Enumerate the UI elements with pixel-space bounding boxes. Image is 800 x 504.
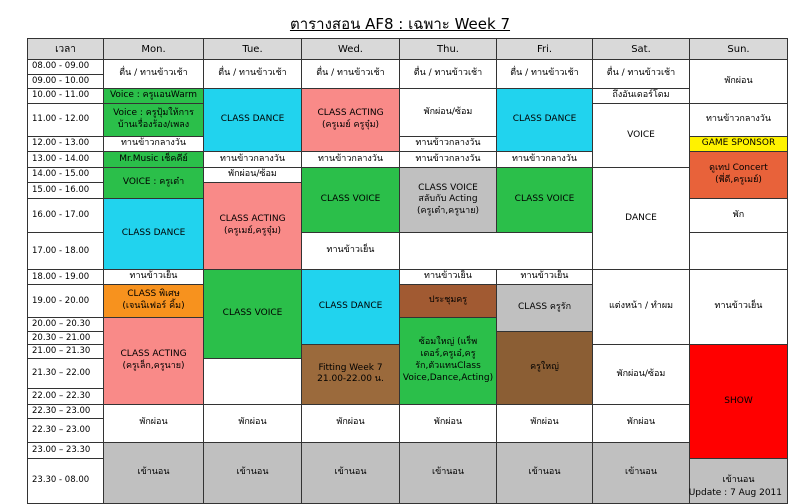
schedule-line: เดอร์,ครูเอ๋,ครู xyxy=(420,349,476,360)
schedule-line: พักผ่อน xyxy=(530,417,559,428)
schedule-line: พักผ่อน xyxy=(238,417,267,428)
schedule-cell xyxy=(400,137,497,152)
schedule-line: (ครูเมย์ ครูจุ๋ม) xyxy=(321,120,380,130)
schedule-line: CLASS VOICE xyxy=(418,182,478,193)
schedule-cell xyxy=(400,168,497,233)
schedule-cell xyxy=(497,285,593,332)
schedule-cell xyxy=(497,332,593,404)
schedule-cell xyxy=(302,168,400,233)
schedule-line: ตื่น / ทานข้าวเช้า xyxy=(510,68,579,79)
schedule-cell xyxy=(400,404,497,442)
schedule-line: เข้านอน xyxy=(625,467,657,478)
schedule-line: เข้านอน xyxy=(236,467,269,478)
schedule-cell xyxy=(690,137,788,152)
schedule-cell xyxy=(690,152,788,199)
schedule-cell xyxy=(302,89,400,152)
schedule-cell xyxy=(204,442,302,503)
schedule-line: ดูเทป Concert xyxy=(709,163,768,174)
header-row xyxy=(28,39,788,60)
schedule-cell xyxy=(690,60,788,104)
time-cell: 09.00 - 10.00 xyxy=(28,75,104,89)
schedule-line: CLASS พิเศษ xyxy=(127,289,180,300)
schedule-cell xyxy=(204,270,302,359)
schedule-cell xyxy=(400,270,497,285)
schedule-line: CLASS ACTING xyxy=(219,214,286,225)
schedule-line: พักผ่อน/ซ้อม xyxy=(228,169,277,180)
schedule-cell xyxy=(690,270,788,345)
schedule-line: เข้านอน xyxy=(137,467,170,478)
schedule-line: ทานข้าวกลางวัน xyxy=(317,153,384,164)
schedule-cell xyxy=(400,318,497,404)
schedule-line: แต่งหน้า / ทำผม xyxy=(608,301,674,312)
table-row xyxy=(28,168,788,183)
schedule-line: ทานข้าวกลางวัน xyxy=(705,114,772,125)
schedule-cell xyxy=(302,152,400,168)
time-cell: 21.00 – 21.30 xyxy=(28,345,104,359)
schedule-cell xyxy=(497,60,593,89)
schedule-line: ครูใหญ่ xyxy=(530,362,559,372)
schedule-line: (ครูเล็ก,ครูนาย) xyxy=(122,360,185,371)
table-row xyxy=(28,404,788,418)
schedule-cell xyxy=(302,442,400,503)
schedule-line: (พี่ดี,ครูเมย์) xyxy=(715,175,762,185)
header-day: Thu. xyxy=(400,39,497,60)
schedule-cell xyxy=(104,199,204,270)
time-cell: 18.00 - 19.00 xyxy=(28,270,104,285)
schedule-cell xyxy=(104,404,204,442)
schedule-cell xyxy=(104,152,204,168)
schedule-line: พักผ่อน xyxy=(336,417,365,428)
schedule-line: ทานข้าวเย็น xyxy=(714,301,763,312)
time-cell: 13.00 - 14.00 xyxy=(28,152,104,168)
table-row xyxy=(28,270,788,285)
time-cell: 21.30 – 22.00 xyxy=(28,359,104,389)
schedule-line: ทานข้าวกลางวัน xyxy=(415,153,481,164)
time-cell: 23.30 - 08.00 xyxy=(28,458,104,503)
schedule-cell xyxy=(497,442,593,503)
schedule-cell xyxy=(104,168,204,199)
schedule-line: พักผ่อน/ซ้อม xyxy=(423,106,473,117)
schedule-line: (ครูเต๋า,ครูนาย) xyxy=(416,206,480,217)
schedule-line: ตื่น / ทานข้าวเช้า xyxy=(413,68,483,79)
time-cell: 19.00 - 20.00 xyxy=(28,285,104,318)
schedule-line: ประชุมครู xyxy=(428,295,468,306)
timetable xyxy=(27,38,788,504)
schedule-cell xyxy=(302,60,400,89)
schedule-line: CLASS ACTING xyxy=(317,108,384,119)
schedule-line: ทานข้าวกลางวัน xyxy=(219,153,286,164)
schedule-cell xyxy=(690,199,788,233)
schedule-cell xyxy=(204,404,302,442)
table-row xyxy=(28,60,788,75)
schedule-line: Voice : ครูแอนWarm xyxy=(109,90,198,101)
schedule-line: DANCE xyxy=(625,212,657,223)
schedule-cell xyxy=(302,404,400,442)
update-note: Update : 7 Aug 2011 xyxy=(688,488,782,498)
schedule-cell xyxy=(104,285,204,318)
time-cell: 22.30 – 23.00 xyxy=(28,404,104,418)
schedule-cell xyxy=(204,168,302,183)
header-day: Sun. xyxy=(690,39,788,60)
time-cell: 22.00 – 22.30 xyxy=(28,389,104,404)
schedule-cell xyxy=(104,137,204,152)
header-time: เวลา xyxy=(28,39,104,60)
time-cell: 23.00 – 23.30 xyxy=(28,442,104,458)
schedule-line: VOICE : ครูเต๋า xyxy=(122,177,185,188)
schedule-cell xyxy=(104,104,204,137)
schedule-line: ทานข้าวเย็น xyxy=(326,245,375,256)
schedule-cell xyxy=(400,60,497,89)
header-day: Sat. xyxy=(593,39,690,60)
schedule-cell xyxy=(204,152,302,168)
schedule-cell xyxy=(104,60,204,89)
schedule-line: ถึงอันเดอร์โดม xyxy=(612,90,670,101)
time-cell: 17.00 - 18.00 xyxy=(28,233,104,270)
time-cell: 20.30 – 21.00 xyxy=(28,332,104,345)
schedule-line: สลับกับ Acting xyxy=(418,194,478,205)
time-cell: 16.00 - 17.00 xyxy=(28,199,104,233)
schedule-line: CLASS DANCE xyxy=(318,301,383,312)
schedule-cell xyxy=(593,89,690,104)
schedule-cell xyxy=(593,404,690,442)
schedule-cell xyxy=(690,345,788,459)
schedule-cell xyxy=(400,89,497,137)
schedule-cell xyxy=(204,60,302,89)
schedule-cell xyxy=(400,442,497,503)
schedule-line: CLASS VOICE xyxy=(222,308,283,319)
schedule-line: เข้านอน xyxy=(432,467,464,478)
schedule-cell xyxy=(593,168,690,270)
schedule-cell xyxy=(593,270,690,345)
schedule-line: CLASS DANCE xyxy=(512,114,577,125)
time-cell: 14.00 - 15.00 xyxy=(28,168,104,183)
schedule-cell xyxy=(400,285,497,318)
schedule-line: SHOW xyxy=(724,395,753,406)
schedule-cell xyxy=(593,104,690,168)
schedule-cell xyxy=(104,270,204,285)
schedule-line: CLASS ACTING xyxy=(120,349,187,360)
schedule-line: ตื่น / ทานข้าวเช้า xyxy=(119,68,188,79)
schedule-line: ทานข้าวกลางวัน xyxy=(511,153,578,164)
schedule-cell xyxy=(497,404,593,442)
header-day: Tue. xyxy=(204,39,302,60)
schedule-cell xyxy=(104,318,204,404)
schedule-cell xyxy=(302,345,400,404)
schedule-line: ทานข้าวเย็น xyxy=(424,271,472,282)
schedule-cell xyxy=(204,89,302,152)
schedule-line: ตื่น / ทานข้าวเช้า xyxy=(606,68,676,79)
time-cell: 20.00 – 20.30 xyxy=(28,318,104,332)
schedule-line: บ้านเรื่องร้อง/เพลง xyxy=(117,120,190,130)
schedule-cell xyxy=(497,152,593,168)
schedule-cell xyxy=(204,183,302,270)
header-day: Wed. xyxy=(302,39,400,60)
schedule-line: Voice : ครูปุ้มให้การ xyxy=(113,108,194,119)
schedule-line: CLASS VOICE xyxy=(320,194,381,205)
schedule-line: ทานข้าวกลางวัน xyxy=(120,138,187,149)
page-title: ตารางสอน AF8 : เฉพาะ Week 7 xyxy=(289,15,511,33)
schedule-line: (ครูเมย์,ครูจุ๋ม) xyxy=(223,226,282,237)
schedule-line: ทานข้าวกลางวัน xyxy=(415,138,481,149)
time-cell: 15.00 - 16.00 xyxy=(28,183,104,199)
schedule-line: พักผ่อน xyxy=(433,417,463,428)
schedule-line: CLASS DANCE xyxy=(121,228,186,239)
schedule-cell xyxy=(302,270,400,345)
schedule-cell xyxy=(497,168,593,233)
schedule-line: พัก xyxy=(732,209,745,220)
schedule-line: GAME SPONSOR xyxy=(701,138,776,149)
schedule-cell xyxy=(302,233,400,270)
schedule-line: ทานข้าวเย็น xyxy=(520,271,569,282)
schedule-line: เข้านอน xyxy=(528,467,561,478)
schedule-line: รัก,ตัวแทนClass xyxy=(415,360,481,371)
schedule-cell xyxy=(593,442,690,503)
schedule-line: พักผ่อน xyxy=(139,417,168,428)
schedule-line: CLASS DANCE xyxy=(220,114,285,125)
schedule-line: ซ้อมใหญ่ (แร็พ xyxy=(418,337,478,348)
time-cell: 08.00 - 09.00 xyxy=(28,60,104,75)
time-cell: 11.00 - 12.00 xyxy=(28,104,104,137)
schedule-line: พักผ่อน xyxy=(724,75,753,86)
schedule-line: Mr.Music เช็คคีย์ xyxy=(119,153,188,164)
schedule-cell xyxy=(104,442,204,503)
schedule-line: CLASS VOICE xyxy=(514,194,575,205)
schedule-cell xyxy=(593,345,690,404)
time-cell: 22.30 – 23.00 xyxy=(28,418,104,442)
schedule-line: Fitting Week 7 xyxy=(318,362,383,373)
schedule-line: (เจนนิเฟอร์ คิ้ม) xyxy=(122,301,185,312)
table-row xyxy=(28,442,788,458)
schedule-line: VOICE xyxy=(627,129,655,140)
schedule-line: เข้านอน xyxy=(722,475,755,486)
schedule-cell xyxy=(690,104,788,137)
header-day: Mon. xyxy=(104,39,204,60)
time-cell: 12.00 - 13.00 xyxy=(28,137,104,152)
schedule-cell xyxy=(497,270,593,285)
table-row xyxy=(28,89,788,104)
header-day: Fri. xyxy=(497,39,593,60)
schedule-line: พักผ่อน xyxy=(626,417,656,428)
schedule-line: พักผ่อน/ซ้อม xyxy=(616,368,666,379)
schedule-cell xyxy=(400,152,497,168)
schedule-cell xyxy=(497,89,593,152)
schedule-line: CLASS ครูรัก xyxy=(517,302,572,313)
schedule-cell xyxy=(593,60,690,89)
schedule-line: Voice,Dance,Acting) xyxy=(402,372,494,383)
schedule-line: 21.00-22.00 น. xyxy=(317,374,384,385)
schedule-line: ตื่น / ทานข้าวเช้า xyxy=(218,68,287,79)
time-cell: 10.00 - 11.00 xyxy=(28,89,104,104)
schedule-line: เข้านอน xyxy=(334,467,367,478)
schedule-cell xyxy=(104,89,204,104)
schedule-line: ตื่น / ทานข้าวเช้า xyxy=(316,68,385,79)
schedule-line: ทานข้าวเย็น xyxy=(129,271,178,282)
